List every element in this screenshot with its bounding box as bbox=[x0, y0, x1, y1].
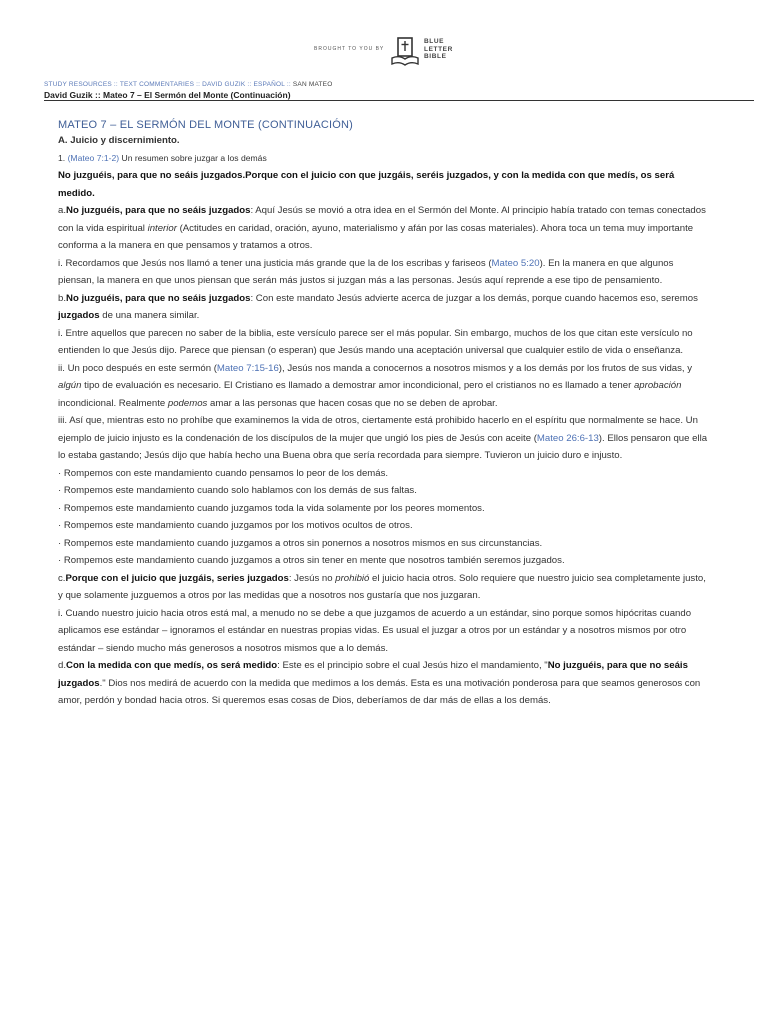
breadcrumb-separator: :: bbox=[111, 81, 120, 88]
italic-phrase: podemos bbox=[167, 397, 208, 409]
point-heading bbox=[58, 150, 708, 168]
bullet-item: · Rompemos este mandamiento cuando juzgamos a otros sin tener en mente que nosotros también seremos juzgados. bbox=[58, 555, 565, 566]
bold-phrase: Con la medida con que medís, os será medido bbox=[66, 660, 278, 671]
italic-phrase: algún bbox=[58, 380, 82, 391]
bold-phrase: No juzguéis, para que no seáis juzgados bbox=[66, 205, 251, 216]
scripture-link[interactable]: Mateo 7:15-16 bbox=[216, 362, 279, 374]
scripture-link[interactable]: (Mateo 7:1-2) bbox=[67, 152, 120, 163]
brand-tagline: BROUGHT TO YOU BY bbox=[314, 46, 385, 52]
bold-phrase: Porque con el juicio que juzgáis, series juzgados bbox=[65, 572, 289, 584]
section-heading: A. Juicio y discernimiento. bbox=[58, 135, 180, 146]
paragraph-text: i. Recordamos que Jesús nos llamó a tener una justicia más grande que la de los escribas y fariseos ( bbox=[58, 257, 492, 269]
bold-phrase: No juzguéis, para que no seáis juzgados bbox=[58, 660, 688, 689]
page-title: MATEO 7 – EL SERMÓN DEL MONTE (CONTINUACIÓN) bbox=[58, 119, 354, 131]
breadcrumb-text-commentaries[interactable]: TEXT COMMENTARIES bbox=[119, 81, 195, 88]
paragraph-text: ." Dios nos medirá de acuerdo con la medida que medimos a los demás. Esta es una motivación ponderosa para que seamos generosos con amor, perdón y bondad hacia otros. Si queremos esas cosas de Dios, deberíamos de dar más de ellas a los demás. bbox=[58, 677, 701, 706]
page-subtitle: David Guzik :: Mateo 7 – El Sermón del Monte (Continuación) bbox=[44, 90, 291, 100]
paragraph-text: ). En la manera en que algunos piensan, la manera en que unos piensan que serán más justos si juzgan más a las personas. Jesús aquí reprende a ese tipo de pensamiento. bbox=[58, 257, 674, 286]
brand-logo-line: BIBLE bbox=[424, 53, 447, 60]
breadcrumb-separator: :: bbox=[194, 81, 203, 88]
breadcrumb-david-guzik[interactable]: DAVID GUZIK bbox=[202, 81, 246, 88]
breadcrumb-separator: :: bbox=[245, 81, 254, 88]
brand-logo-text[interactable] bbox=[424, 38, 453, 61]
paragraph-text: (Actitudes en caridad, oración, ayuno, materialismo y afán por las cosas materiales). Ahora toca un tema muy importante conforma a la manera en que pensamos y tratamos a otros. bbox=[58, 222, 694, 251]
italic-phrase: aprobación bbox=[633, 380, 682, 391]
verse-text: No juzguéis, para que no seáis juzgados.Porque con el juicio con que juzgáis, seréis juzgados, y con la medida con que medís, os será medido. bbox=[58, 170, 675, 199]
scripture-link[interactable]: Mateo 5:20 bbox=[491, 257, 540, 269]
brand-logo-line: BLUE bbox=[424, 38, 445, 45]
brand-header bbox=[0, 34, 768, 70]
bullet-item: · Rompemos con este mandamiento cuando pensamos lo peor de los demás. bbox=[58, 467, 389, 479]
paragraph-text: el juicio hacia otros. Solo requiere que nuestro juicio sea completamente justo, y que solamente juzguemos a otros por las medidas que a nosotros nos gustaría que nos juzgaran. bbox=[58, 572, 706, 601]
breadcrumb-espanol[interactable]: ESPAÑOL bbox=[253, 81, 285, 88]
brand-logo-line: LETTER bbox=[424, 45, 453, 53]
paragraph-marker: b. bbox=[58, 292, 67, 304]
italic-phrase: prohibió bbox=[335, 572, 370, 584]
bullet-item: · Rompemos este mandamiento cuando juzgamos por los motivos ocultos de otros. bbox=[58, 520, 413, 531]
scripture-link[interactable]: Mateo 26:6-13 bbox=[536, 432, 599, 444]
paragraph-marker: c. bbox=[58, 572, 66, 584]
italic-phrase: interior bbox=[147, 222, 177, 234]
paragraph-b-iii bbox=[58, 412, 708, 465]
paragraph-text: incondicional. Realmente bbox=[58, 397, 168, 409]
point-title: Un resumen sobre juzgar a los demás bbox=[119, 152, 267, 163]
bold-phrase: No juzguéis, para que no seáis juzgados bbox=[66, 292, 251, 304]
breadcrumb bbox=[44, 81, 332, 88]
paragraph-text: : Este es el principio sobre el cual Jesús hizo el mandamiento, " bbox=[277, 660, 548, 671]
paragraph-c bbox=[58, 570, 708, 605]
paragraph-a-i bbox=[58, 255, 708, 290]
breadcrumb-current: SAN MATEO bbox=[292, 81, 333, 88]
paragraph-text: : Aquí Jesús se movió a otra idea en el Sermón del Monte. Al principio había tratado con temas conectados con la vida espiritual bbox=[58, 205, 706, 234]
breadcrumb-separator: :: bbox=[284, 81, 293, 88]
paragraph-text: tipo de evaluación es necesario. El Cristiano es llamado a demostrar amor incondicional, pero el cristianos no es llamado a tener bbox=[81, 380, 634, 391]
paragraph-text: : Con este mandato Jesús advierte acerca de juzgar a los demás, porque cuando hacemos eso, seremos bbox=[250, 292, 698, 304]
bullet-item: · Rompemos este mandamiento cuando juzgamos a otros sin ponernos a nosotros mismos en sus circunstancias. bbox=[58, 537, 543, 549]
paragraph-d bbox=[58, 657, 708, 710]
paragraph-text: amar a las personas que hacen cosas que no se deben de aprobar. bbox=[207, 397, 498, 409]
bullet-item: · Rompemos este mandamiento cuando solo hablamos con los demás de sus faltas. bbox=[58, 485, 417, 496]
paragraph-text: : Jesús no bbox=[288, 572, 336, 584]
bold-phrase: juzgados bbox=[58, 310, 100, 321]
paragraph-text: ii. Un poco después en este sermón ( bbox=[58, 362, 217, 374]
paragraph-b-i: i. Entre aquellos que parecen no saber de la biblia, este versículo parece ser el más popular. Sin embargo, muchos de los que citan este versículo no entienden lo que Jesús dijo. Parece que piensan (o esperan) que Jesús mando una aceptación universal que cualquier estilo de vida o enseñanza. bbox=[58, 327, 693, 356]
paragraph-c-i: i. Cuando nuestro juicio hacia otros está mal, a menudo no se debe a que juzgamos de acuerdo a un estándar, sino porque somos hipócritas cuando aplicamos ese estándar – ignoramos el estándar en nuestras propias vidas. Es usual el juzgar a otros por un estándar y a nosotros mismos por otro estándar – siendo mucho más generosos a nosotros mismos que a lo demás. bbox=[58, 607, 692, 654]
paragraph-b-ii bbox=[58, 360, 708, 413]
paragraph-text: ). Ellos pensaron que ella lo estaba gastando; Jesús dijo que había hecho una Buena obra que sería recordada para siempre. Tuvieron un juicio duro e injusto. bbox=[58, 432, 708, 461]
paragraph-a bbox=[58, 202, 708, 255]
header-divider bbox=[44, 100, 754, 101]
paragraph-marker: d. bbox=[58, 660, 67, 671]
point-number: 1. bbox=[58, 152, 68, 163]
paragraph-marker: a. bbox=[58, 205, 67, 216]
open-bible-icon[interactable] bbox=[390, 36, 420, 68]
paragraph-text: ), Jesús nos manda a conocernos a nosotros mismos y a los demás por los frutos de sus vidas, y bbox=[278, 362, 693, 374]
commentary-content bbox=[58, 118, 708, 710]
paragraph-text: de una manera similar. bbox=[99, 310, 200, 321]
breadcrumb-study-resources[interactable]: STUDY RESOURCES bbox=[44, 81, 112, 88]
bullet-item: · Rompemos este mandamiento cuando juzgamos toda la vida solamente por los peores momentos. bbox=[58, 502, 485, 514]
paragraph-text: iii. Así que, mientras esto no prohíbe que examinemos la vida de otros, ciertamente está prohibido hacerlo en el espíritu que normalmente se hace. Un ejemplo de juicio injusto es la condenación de los discípulos de la mujer que ungió los pies de Jesús con aceite ( bbox=[58, 415, 698, 444]
paragraph-b bbox=[58, 290, 708, 325]
